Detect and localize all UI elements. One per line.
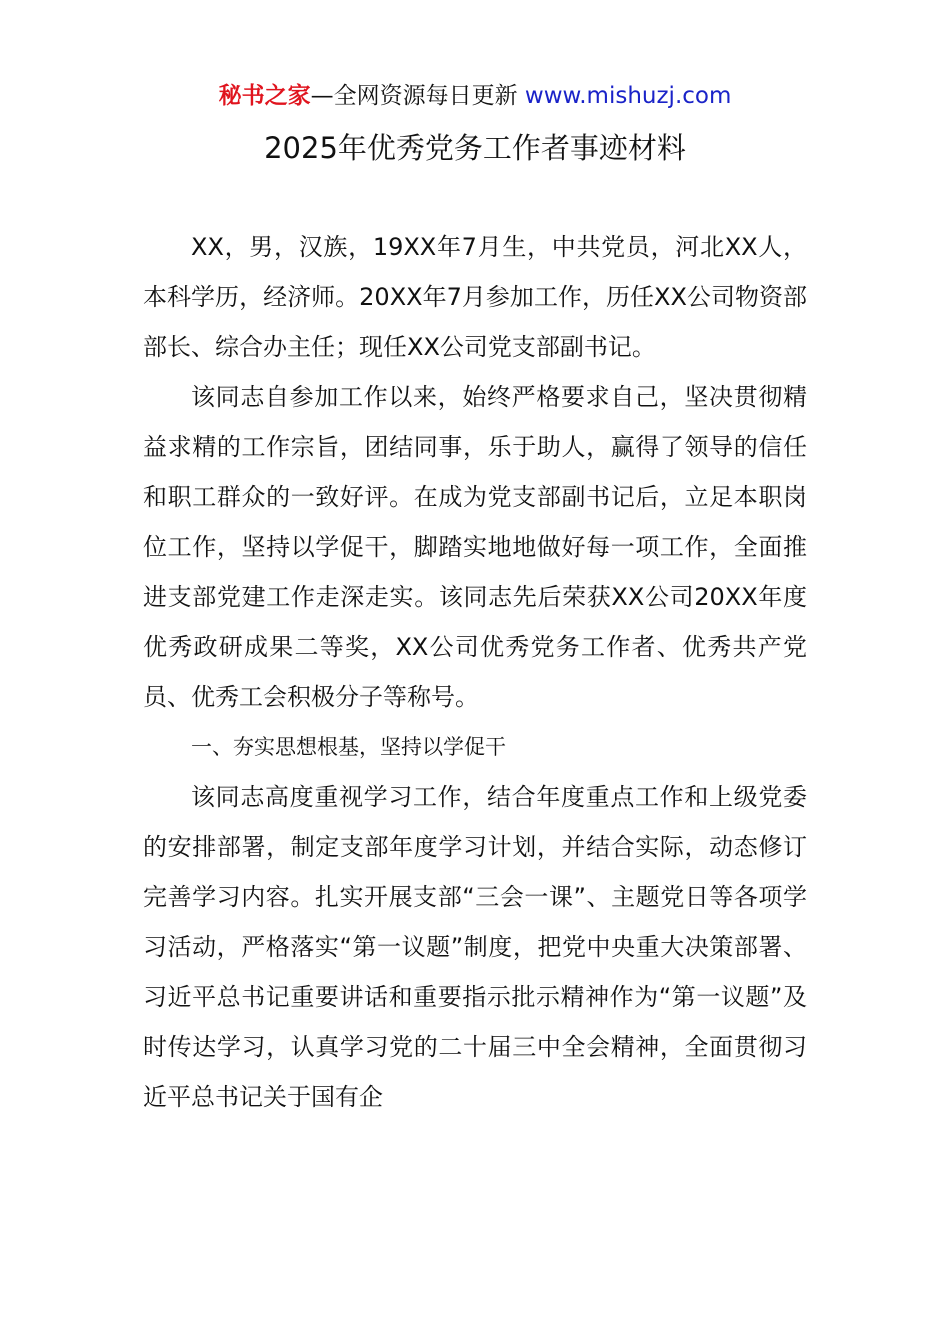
site-banner [0,80,950,112]
paragraph-section-1: 该同志高度重视学习工作，结合年度重点工作和上级党委的安排部署，制定支部年度学习计划，并结合实际，动态修订完善学习内容。扎实开展支部“三会一课”、主题党日等各项学习活动，严格落实“第一议题”制度，把党中央重大决策部署、习近平总书记重要讲话和重要指示批示精神作为“第一议题”及时传达学习，认真学习党的二十届三中全会精神，全面贯彻习近平总书记关于国有企 [143,783,807,1111]
site-name: 秘书之家 [218,83,311,109]
section-heading-1: 一、夯实思想根基，坚持以学促干 [191,735,506,759]
site-tagline: —全网资源每日更新 [310,83,525,109]
document-body [143,222,807,1122]
paragraph-summary: 该同志自参加工作以来，始终严格要求自己，坚决贯彻精益求精的工作宗旨，团结同事，乐于助人，赢得了领导的信任和职工群众的一致好评。在成为党支部副书记后，立足本职岗位工作，坚持以学促干，脚踏实地地做好每一项工作，全面推进支部党建工作走深走实。该同志先后荣获XX公司20XX年度优秀政研成果二等奖，XX公司优秀党务工作者、优秀共产党员、优秀工会积极分子等称号。 [143,383,807,711]
paragraph-profile: XX，男，汉族，19XX年7月生，中共党员，河北XX人，本科学历，经济师。20XX年7月参加工作，历任XX公司物资部部长、综合办主任；现任XX公司党支部副书记。 [143,233,807,361]
site-url-link[interactable]: www.mishuzj.com [524,83,732,109]
document-title: 2025年优秀党务工作者事迹材料 [264,131,686,165]
